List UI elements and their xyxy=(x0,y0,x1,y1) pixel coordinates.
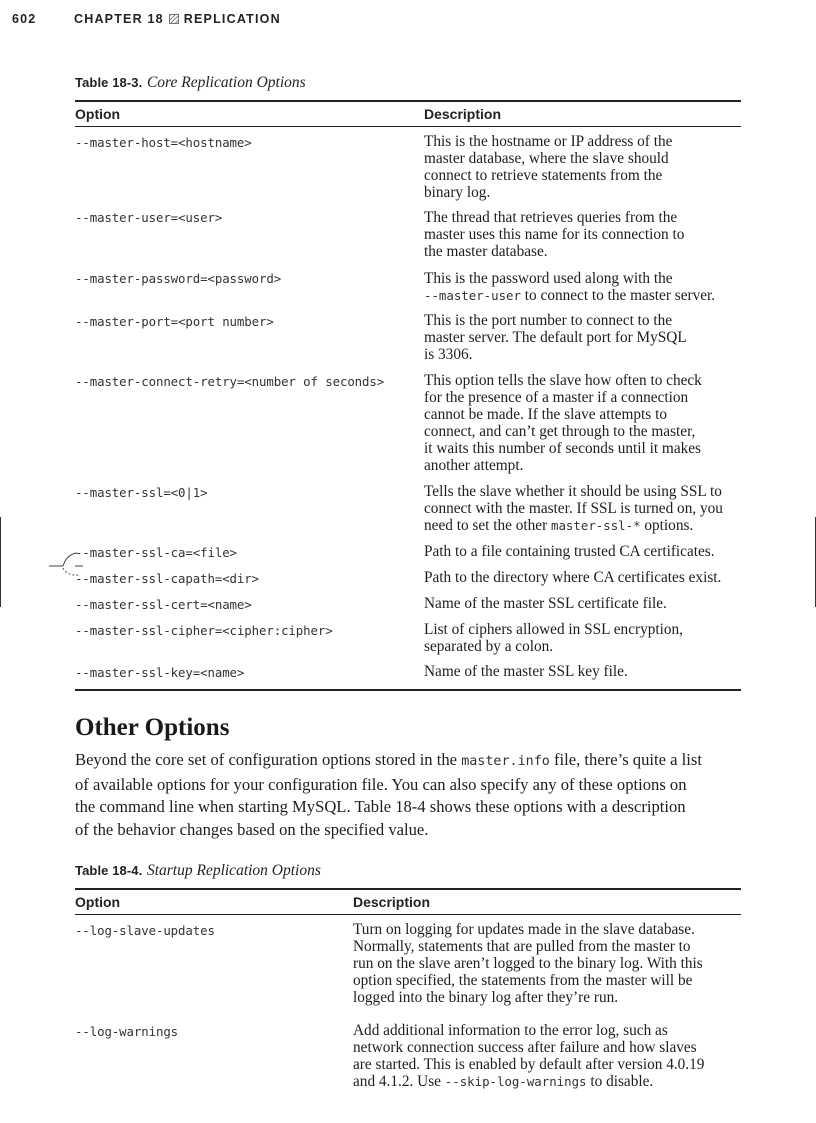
table-top-rule xyxy=(75,888,741,890)
chapter-label: CHAPTER 18 xyxy=(74,12,164,26)
option-name: --log-slave-updates xyxy=(75,923,215,938)
option-name: --master-host=<hostname> xyxy=(75,135,252,150)
page-number: 602 xyxy=(12,12,37,26)
column-header-description: Description xyxy=(353,894,431,910)
table-label: Table 18-4. xyxy=(75,863,143,878)
option-name: --master-password=<password> xyxy=(75,271,282,286)
option-description: Name of the master SSL certificate file. xyxy=(424,595,667,612)
column-header-option: Option xyxy=(75,894,121,910)
option-description: Add additional information to the error log, such as network connection success after failure and how slaves are started. This is enabled by default after version 4.0.19 and 4.1.2. Use --skip-log-warnings to disable. xyxy=(353,1022,705,1090)
inline-code: --skip-log-warnings xyxy=(444,1074,587,1089)
option-name: --master-port=<port number> xyxy=(75,314,274,329)
table-label: Table 18-3. xyxy=(75,75,143,90)
table-title: Core Replication Options xyxy=(146,74,306,91)
section-label: REPLICATION xyxy=(183,12,281,26)
column-header-option: Option xyxy=(75,106,121,122)
running-head xyxy=(0,12,816,32)
page-edge-mark xyxy=(0,517,1,607)
option-description: Path to the directory where CA certificates exist. xyxy=(424,569,722,586)
option-name: --master-ssl-key=<name> xyxy=(75,665,245,680)
section-heading: Other Options xyxy=(75,714,230,741)
table-top-rule xyxy=(75,100,741,102)
separator-icon xyxy=(169,14,179,24)
option-name: --master-ssl=<0|1> xyxy=(75,485,208,500)
option-description: Path to a file containing trusted CA certificates. xyxy=(424,543,715,560)
option-description: This is the password used along with the --master-user to connect to the master server. xyxy=(424,270,716,304)
option-description: Turn on logging for updates made in the slave database. Normally, statements that are pulled from the master to run on the slave aren’t logged to the binary log. With this option specified, the statements from the master will be logged into the binary log after they’re run. xyxy=(353,921,703,1006)
option-name: --master-user=<user> xyxy=(75,210,223,225)
option-name: --master-ssl-cert=<name> xyxy=(75,597,252,612)
table-caption xyxy=(75,74,306,92)
option-description: Tells the slave whether it should be using SSL to connect with the master. If SSL is turned on, you need to set the other master-ssl-* options. xyxy=(424,483,723,534)
option-description: This option tells the slave how often to check for the presence of a master if a connection cannot be made. If the slave attempts to connect, and can’t get through to the master, it waits this number of seconds until it makes another attempt. xyxy=(424,372,702,474)
margin-bracket-mark xyxy=(47,548,87,580)
body-paragraph: Beyond the core set of configuration options stored in the master.info file, there’s quite a list of available options for your configuration file. You can also specify any of these options on the command line when starting MySQL. Table 18-4 shows these options with a description of the behavior changes based on the specified value. xyxy=(75,750,702,839)
inline-code: master.info xyxy=(461,754,550,769)
chapter-title xyxy=(74,12,281,26)
table-title: Startup Replication Options xyxy=(146,862,321,879)
option-name: --master-ssl-ca=<file> xyxy=(75,545,237,560)
option-name: --master-ssl-capath=<dir> xyxy=(75,571,259,586)
option-description: Name of the master SSL key file. xyxy=(424,663,628,680)
option-name: --master-ssl-cipher=<cipher:cipher> xyxy=(75,623,333,638)
table-bottom-rule xyxy=(75,689,741,691)
column-header-description: Description xyxy=(424,106,502,122)
table-header-rule xyxy=(75,914,741,915)
inline-code: --master-user xyxy=(424,288,521,303)
option-name: --master-connect-retry=<number of seconds> xyxy=(75,374,385,389)
table-header-rule xyxy=(75,126,741,127)
option-description: List of ciphers allowed in SSL encryption, separated by a colon. xyxy=(424,621,684,655)
inline-code: master-ssl-* xyxy=(551,518,641,533)
option-description: This is the port number to connect to the master server. The default port for MySQL is 3306. xyxy=(424,312,687,363)
option-name: --log-warnings xyxy=(75,1024,179,1039)
option-description: This is the hostname or IP address of the master database, where the slave should connect to retrieve statements from the binary log. xyxy=(424,133,673,201)
table-caption xyxy=(75,862,321,880)
option-description: The thread that retrieves queries from the master uses this name for its connection to the master database. xyxy=(424,209,685,260)
